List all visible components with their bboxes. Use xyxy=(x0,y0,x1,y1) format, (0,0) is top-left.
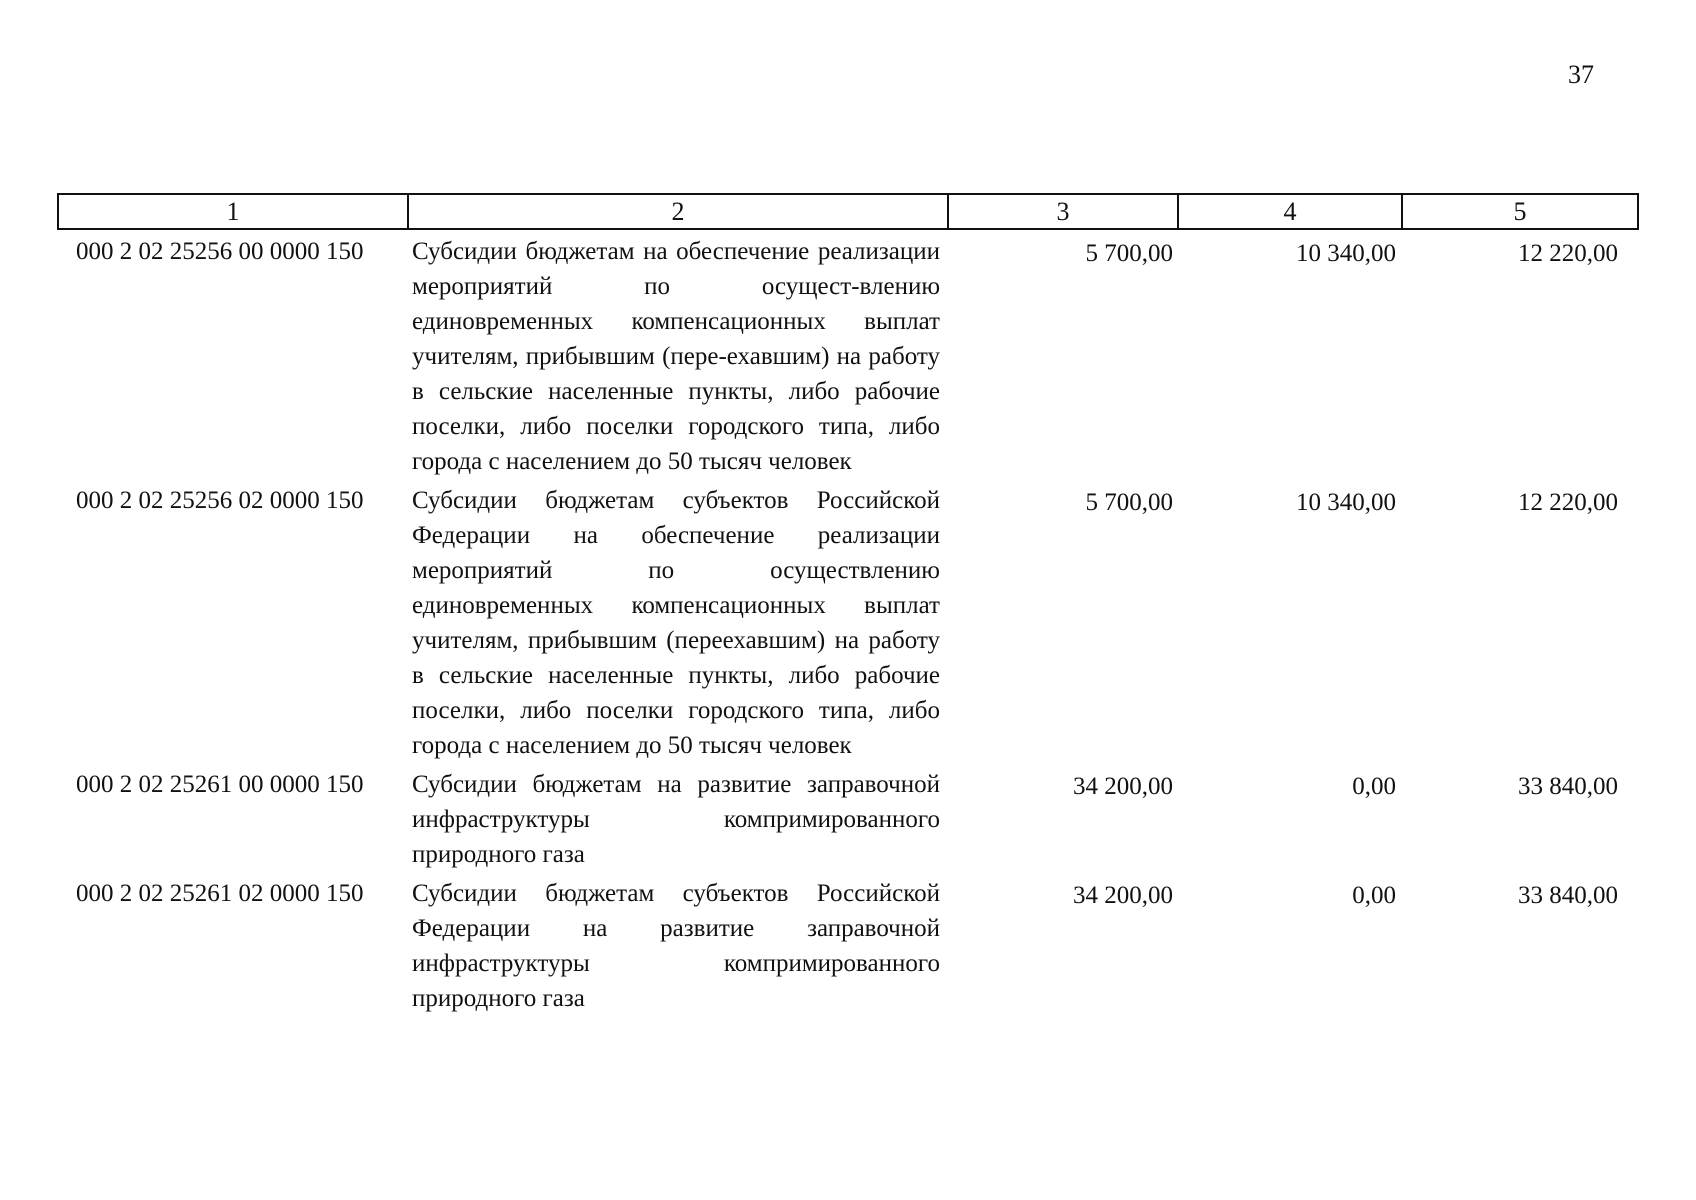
amount-col4: 0,00 xyxy=(1352,773,1396,800)
amount-col3: 5 700,00 xyxy=(1085,240,1173,267)
table-row xyxy=(58,479,1638,763)
table-row xyxy=(58,872,1638,1016)
column-header-4: 4 xyxy=(1178,194,1402,229)
classification-code: 000 2 02 25256 00 0000 150 xyxy=(76,238,364,265)
page-number: 37 xyxy=(1568,60,1594,89)
income-description: Субсидии бюджетам субъектов Российской Федерации на обеспечение реализации мероприятий по осуществлению единовременных компенсационных выплат учителям, прибывшим (переехавшим) на работу в сельские населенные пункты, либо рабочие поселки, либо поселки городского типа, либо города с населением до 50 тысяч человек xyxy=(412,487,940,759)
amount-col4: 10 340,00 xyxy=(1296,240,1396,267)
amount-col5: 12 220,00 xyxy=(1518,240,1618,267)
income-description: Субсидии бюджетам на развитие заправочной инфраструктуры компримированного природного газа xyxy=(412,771,940,868)
amount-col4: 0,00 xyxy=(1352,882,1396,909)
budget-table xyxy=(57,193,1639,1016)
column-header-1: 1 xyxy=(58,194,408,229)
amount-col5: 33 840,00 xyxy=(1518,773,1618,800)
classification-code: 000 2 02 25261 00 0000 150 xyxy=(76,771,364,798)
table-body xyxy=(58,229,1638,1016)
column-header-3: 3 xyxy=(948,194,1178,229)
header-row xyxy=(58,194,1638,229)
classification-code: 000 2 02 25256 02 0000 150 xyxy=(76,487,364,514)
table-row xyxy=(58,229,1638,479)
amount-col3: 5 700,00 xyxy=(1085,489,1173,516)
income-description: Субсидии бюджетам на обеспечение реализации мероприятий по осущест-влению единовременных компенсационных выплат учителям, прибывшим (пере-ехавшим) на работу в сельские населенные пункты, либо рабочие поселки, либо поселки городского типа, либо города с населением до 50 тысяч человек xyxy=(412,238,940,475)
income-description: Субсидии бюджетам субъектов Российской Федерации на развитие заправочной инфраструктуры компримированного природного газа xyxy=(412,880,940,1012)
amount-col5: 33 840,00 xyxy=(1518,882,1618,909)
column-header-5: 5 xyxy=(1402,194,1638,229)
amount-col5: 12 220,00 xyxy=(1518,489,1618,516)
amount-col3: 34 200,00 xyxy=(1073,882,1173,909)
classification-code: 000 2 02 25261 02 0000 150 xyxy=(76,880,364,907)
amount-col3: 34 200,00 xyxy=(1073,773,1173,800)
amount-col4: 10 340,00 xyxy=(1296,489,1396,516)
table-row xyxy=(58,763,1638,872)
column-header-2: 2 xyxy=(408,194,948,229)
table-header xyxy=(58,194,1638,229)
